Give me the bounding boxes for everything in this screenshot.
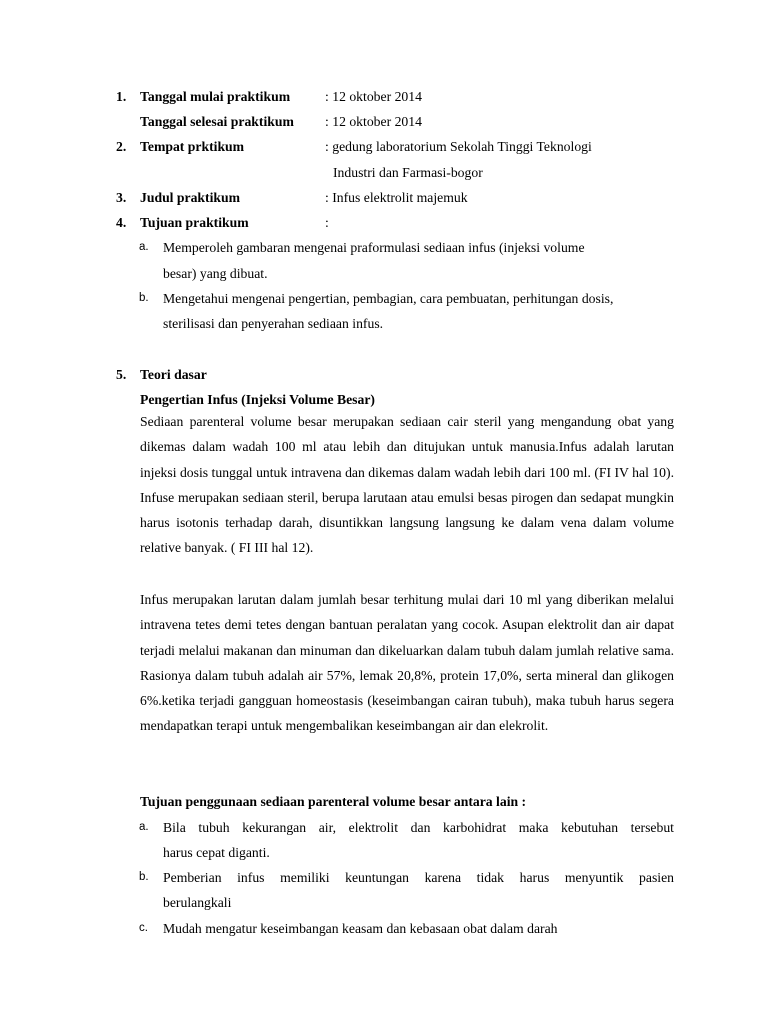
- title-label: Judul praktikum: [140, 190, 241, 205]
- item-number-3: 3.: [116, 190, 127, 205]
- item-number-1: 1.: [116, 89, 127, 104]
- purpose-c-line-1: Mudah mengatur keseimbangan keasam dan kebasaan obat dalam darah: [163, 921, 558, 936]
- purpose-b-line-2: berulangkali: [163, 895, 232, 910]
- item-number-4: 4.: [116, 215, 127, 230]
- theory-paragraph-1: Sediaan parenteral volume besar merupakan sediaan cair steril yang mengandung obat yang dikemas dalam wadah 100 ml atau lebih dan ditujukan untuk manusia.Infus adalah larutan injeksi dosis tunggal untuk intravena dan dikemas dalam wadah lebih dari 100 ml. (FI IV hal 10). Infuse merupakan sediaan steril, berupa larutaan atau emulsi besas pirogen dan sedapat mungkin harus isotonis terhadap darah, disuntikkan langsung langsung ke dalam vena dalam volume relative banyak. ( FI III hal 12).: [140, 414, 674, 556]
- theory-heading: Teori dasar: [140, 367, 207, 382]
- theory-subheading: Pengertian Infus (Injeksi Volume Besar): [140, 392, 375, 407]
- title-value: : Infus elektrolit majemuk: [325, 190, 468, 205]
- goal-a-marker: a.: [139, 241, 149, 253]
- purpose-b-line-1: Pemberian infus memiliki keuntungan karena tidak harus menyuntik pasien: [163, 870, 674, 885]
- place-label: Tempat prktikum: [140, 139, 245, 154]
- goal-b-line-2: sterilisasi dan penyerahan sediaan infus.: [163, 316, 384, 331]
- start-date-value: : 12 oktober 2014: [325, 89, 422, 104]
- goal-label: Tujuan praktikum: [140, 215, 249, 230]
- purpose-a-marker: a.: [139, 821, 149, 833]
- place-value-line-2: Industri dan Farmasi-bogor: [333, 165, 483, 180]
- goal-a-line-1: Memperoleh gambaran mengenai praformulasi sediaan infus (injeksi volume: [163, 240, 585, 255]
- purpose-heading: Tujuan penggunaan sediaan parenteral volume besar antara lain :: [140, 794, 527, 809]
- purpose-b-marker: b.: [139, 871, 149, 883]
- purpose-c-marker: c.: [139, 922, 148, 934]
- goal-value: :: [325, 215, 329, 230]
- goal-b-line-1: Mengetahui mengenai pengertian, pembagian, cara pembuatan, perhitungan dosis,: [163, 291, 614, 306]
- item-number-5: 5.: [116, 367, 127, 382]
- goal-b-marker: b.: [139, 292, 149, 304]
- start-date-label: Tanggal mulai praktikum: [140, 89, 291, 104]
- place-value-line-1: : gedung laboratorium Sekolah Tinggi Teknologi: [325, 139, 592, 154]
- item-number-2: 2.: [116, 139, 127, 154]
- purpose-a-line-2: harus cepat diganti.: [163, 845, 270, 860]
- end-date-label: Tanggal selesai praktikum: [140, 114, 294, 129]
- end-date-value: : 12 oktober 2014: [325, 114, 422, 129]
- theory-paragraph-2: Infus merupakan larutan dalam jumlah besar terhitung mulai dari 10 ml yang diberikan melalui intravena tetes demi tetes dengan bantuan peralatan yang cocok. Asupan elektrolit dan air dapat terjadi melalui makanan dan minuman dan dikeluarkan dalam tubuh dalam jumlah relative sama. Rasionya dalam tubuh adalah air 57%, lemak 20,8%, protein 17,0%, serta mineral dan glikogen 6%.ketika terjadi gangguan homeostasis (keseimbangan cairan tubuh), maka tubuh harus segera mendapatkan terapi untuk mengembalikan keseimbangan air dan elekrolit.: [140, 592, 674, 734]
- purpose-a-line-1: Bila tubuh kekurangan air, elektrolit dan karbohidrat maka kebutuhan tersebut: [163, 820, 674, 835]
- goal-a-line-2: besar) yang dibuat.: [163, 266, 268, 281]
